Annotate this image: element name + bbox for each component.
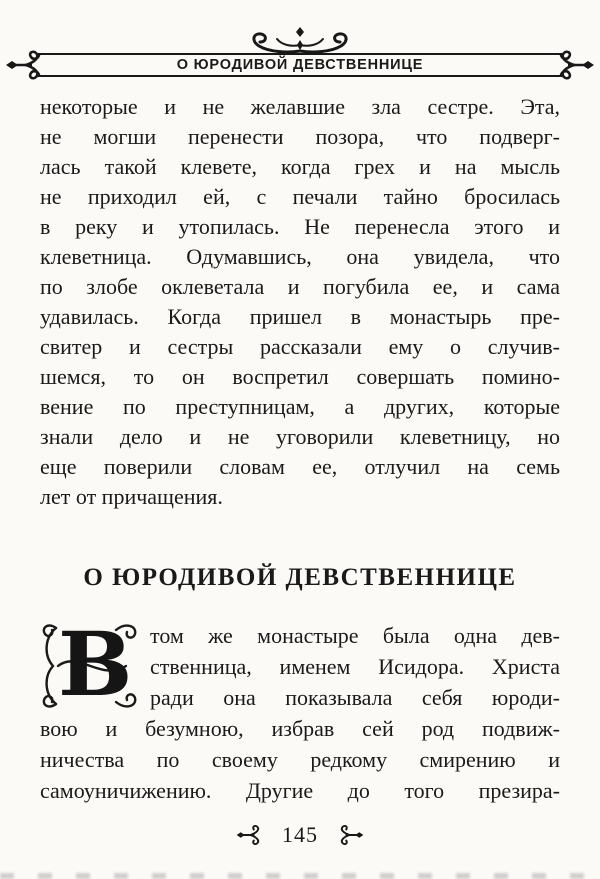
fleuron-right-icon (557, 49, 595, 81)
text-line: не приходил ей, с печали тайно бросилась (40, 184, 560, 209)
text-line: клеветница. Одумавшись, она увидела, что (40, 244, 560, 269)
text-line: лась такой клевете, когда грех и на мысль (40, 154, 560, 179)
text-line: ственница, именем Исидора. Христа (150, 654, 560, 679)
page-footer (0, 822, 600, 848)
text-line: вение по преступницам, а других, которые (40, 394, 560, 419)
paragraph-continuation (40, 92, 560, 512)
text-line: самоуничижению. Другие до того презира- (40, 778, 560, 803)
text-line: некоторые и не желавшие зла сестре. Эта, (40, 94, 560, 119)
fleuron-left-icon (5, 49, 43, 81)
page-content (40, 92, 560, 806)
paragraph-with-dropcap (40, 612, 560, 806)
text-line: по злобе оклеветала и погубила ее, и сама (40, 274, 560, 299)
text-line: удавилась. Когда пришел в монастырь пре- (40, 304, 560, 329)
page-number: 145 (282, 822, 318, 847)
text-line: том же монастыре была одна дев- (150, 623, 560, 648)
footer-fleuron-left-icon (232, 824, 266, 846)
text-line: свитер и сестры рассказали ему о случив- (40, 334, 560, 359)
scan-artifact-edge (0, 873, 600, 879)
crest-ornament-icon (241, 26, 359, 56)
text-line: в реку и утопилась. Не перенесла этого и (40, 214, 560, 239)
dropcap (40, 612, 142, 716)
text-line: ничества по своему редкому смирению и (40, 747, 560, 772)
footer-fleuron-right-icon (334, 824, 368, 846)
text-line: шемся, то он воспретил совершать помино- (40, 364, 560, 389)
text-line: знали дело и не уговорили клеветницу, но (40, 424, 560, 449)
section-heading: О ЮРОДИВОЙ ДЕВСТВЕННИЦЕ (83, 564, 517, 591)
running-head-band (38, 53, 562, 77)
text-line: вою и безумною, избрав сей род подвиж- (40, 716, 560, 741)
text-line: ради она показывала себя юроди- (150, 685, 560, 710)
dropcap-letter: В (58, 612, 133, 716)
running-title: О ЮРОДИВОЙ ДЕВСТВЕННИЦЕ (176, 57, 424, 73)
text-line: еще поверили словам ее, отлучил на семь (40, 454, 560, 479)
text-line: не могши перенести позора, что подверг- (40, 124, 560, 149)
text-line: лет от причащения. (40, 484, 223, 509)
page-header (0, 0, 600, 77)
